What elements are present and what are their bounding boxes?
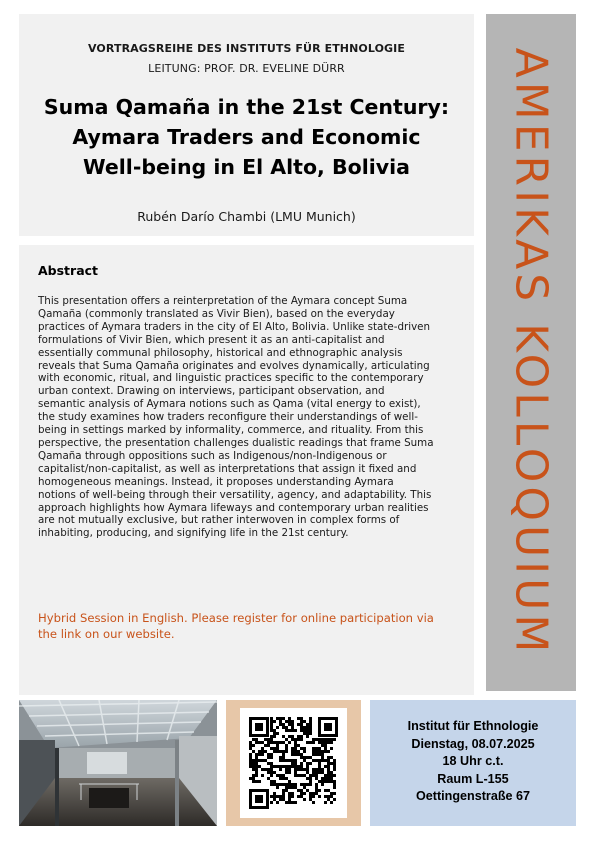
info-address: Oettingenstraße 67 [415,789,531,803]
hybrid-line: the link on our website. [38,626,175,641]
qr-code[interactable] [240,708,347,818]
hybrid-session-note[interactable] [38,611,463,642]
talk-title [29,92,464,182]
abstract-line: practices of Aymara traders in the city of El Alto, Bolivia. Unlike state-driven [38,320,431,333]
hybrid-line: Hybrid Session in English. Please register for online participation via [38,611,434,625]
abstract-line: Qamaña through oppositions such as Indigenous/non-Indigenous or [38,449,387,462]
abstract-body [38,295,463,540]
banner-title: AMERIKAS KOLLOQUIUM [505,47,557,657]
abstract-panel [19,245,474,695]
abstract-line: formulations of Vivir Bien, which present it as an anti-capitalist and [38,333,385,346]
abstract-line: being in settings marked by informality, commerce, and rituality. From this [38,424,424,437]
abstract-line: capitalist/non-capitalist, as well as interpretations that assign it fixed and [38,462,417,475]
side-banner [486,14,576,691]
abstract-line: urban context. Drawing on interviews, participant observation, and [38,385,385,398]
series-label: VORTRAGSREIHE DES INSTITUTS FÜR ETHNOLOGIE [88,42,405,55]
abstract-line: notions of well-being through their versatility, agency, and adaptability. This [38,488,432,501]
abstract-line: are not mutually exclusive, but rather interwoven in complex forms of [38,514,400,527]
title-line: Suma Qamaña in the 21st Century: [43,95,450,119]
abstract-heading: Abstract [38,263,99,278]
abstract-line: reveals that Suma Qamaña originates and evolves dynamically, articulating [38,359,430,372]
qr-frame [226,700,361,826]
series-lead: LEITUNG: PROF. DR. EVELINE DÜRR [148,62,345,75]
title-line: Well-being in El Alto, Bolivia [83,155,410,179]
abstract-line: homogeneous meanings. Instead, it proposes understanding Aymara [38,475,394,488]
abstract-line: inhabiting, producing, and signifying life in the 21st century. [38,527,349,540]
abstract-line: This presentation offers a reinterpretation of the Aymara concept Suma [38,295,408,307]
speaker: Rubén Darío Chambi (LMU Munich) [137,209,356,224]
abstract-line: semantic analysis of Aymara notions such as Qama (vital energy to exist), [38,398,421,411]
info-room: Raum L-155 [437,771,509,786]
abstract-line: approach highlights how Aymara lifeways and contemporary urban realities [38,501,429,514]
header-panel [19,14,474,236]
info-institute: Institut für Ethnologie [407,719,539,733]
title-line: Aymara Traders and Economic [72,125,421,149]
abstract-line: Qamaña (commonly translated as Vivir Bien), based on the everyday [38,307,395,320]
abstract-line: the study examines how traders reconfigure their understandings of well- [38,411,418,424]
abstract-line: essentially communal philosophy, historical and ethnographic analysis [38,346,403,359]
event-info-box [370,700,576,826]
info-time: 18 Uhr c.t. [442,754,504,768]
abstract-line: with economic, ritual, and linguistic practices specific to the contemporary [38,372,424,385]
info-date: Dienstag, 08.07.2025 [411,736,535,751]
building-interior-photo [19,700,217,826]
abstract-line: perspective, the presentation challenges dualistic readings that frame Suma [38,436,434,449]
